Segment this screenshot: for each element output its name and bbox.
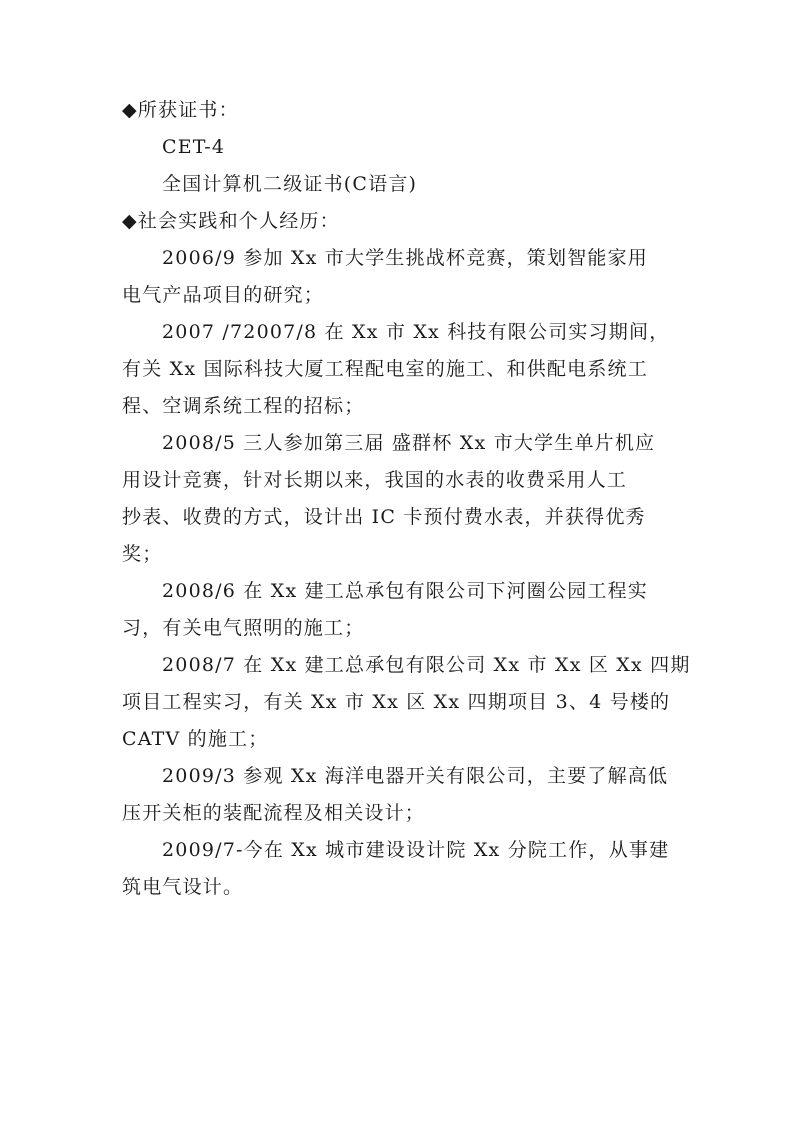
certificates-heading: ◆所获证书： xyxy=(122,99,239,121)
entry-line: 习，有关电气照明的施工； xyxy=(122,617,365,639)
experience-entry xyxy=(122,647,691,758)
entry-line: CATV 的施工； xyxy=(122,728,269,750)
entry-line: 筑电气设计。 xyxy=(122,876,244,898)
experience-entry xyxy=(122,758,674,832)
entry-line: 有关 Xx 国际科技大厦工程配电室的施工、和供配电系统工 xyxy=(122,358,648,380)
experience-entry xyxy=(122,573,674,647)
entry-line: 电气产品项目的研究； xyxy=(122,284,325,306)
entry-line: 项目工程实习，有关 Xx 市 Xx 区 Xx 四期项目 3、4 号楼的 xyxy=(122,691,671,713)
entry-line: 2009/7-今在 Xx 城市建设设计院 Xx 分院工作，从事建 xyxy=(162,839,670,861)
certificate-item: CET-4 xyxy=(162,136,226,158)
entry-line: 2008/6 在 Xx 建工总承包有限公司下河圈公园工程实 xyxy=(162,580,649,602)
document-body xyxy=(122,92,691,906)
entry-line: 2006/9 参加 Xx 市大学生挑战杯竞赛，策划智能家用 xyxy=(162,247,649,269)
entry-line: 用设计竞赛，针对长期以来，我国的水表的收费采用人工 xyxy=(122,469,628,491)
entry-line: 2007 /72007/8 在 Xx 市 Xx 科技有限公司实习期间， xyxy=(162,321,670,343)
certificate-item: 全国计算机二级证书(C语言) xyxy=(162,173,418,195)
entry-line: 抄表、收费的方式，设计出 IC 卡预付费水表，并获得优秀 xyxy=(122,506,646,528)
entry-line: 2009/3 参观 Xx 海洋电器开关有限公司，主要了解高低 xyxy=(162,765,669,787)
experience-entry xyxy=(122,240,674,314)
experience-entry xyxy=(122,832,674,906)
entry-line: 2008/5 三人参加第三届 盛群杯 Xx 市大学生单片机应 xyxy=(162,432,656,454)
entry-line: 压开关柜的装配流程及相关设计； xyxy=(122,802,426,824)
entry-line: 奖； xyxy=(122,543,163,565)
practice-heading: ◆社会实践和个人经历： xyxy=(122,210,340,232)
experience-entry xyxy=(122,314,674,425)
entry-line: 程、空调系统工程的招标； xyxy=(122,395,365,417)
experience-entry xyxy=(122,425,674,573)
entry-line: 2008/7 在 Xx 建工总承包有限公司 Xx 市 Xx 区 Xx 四期 xyxy=(162,654,691,676)
